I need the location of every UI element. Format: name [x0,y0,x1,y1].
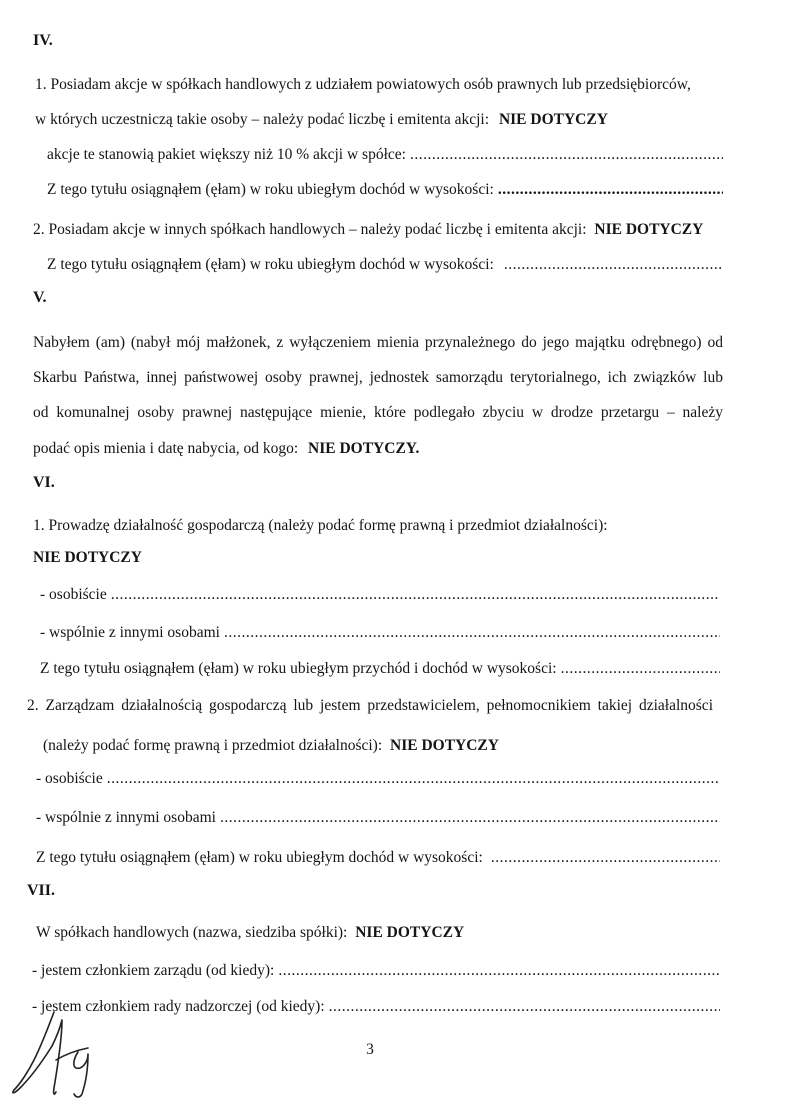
fill-dots [220,809,720,827]
v-line2: Skarbu Państwa, innej państwowej osoby prawnej, jednostek samorządu terytorialnego, ich związków lub [33,369,723,386]
iv-item2-line [33,221,703,239]
vi-item1-personal-label: - osobiście [40,586,107,603]
vii-supervisory-field [32,998,720,1016]
iv-item1-income-label: Z tego tytułu osiągnąłem (ęłam) w roku ubiegłym dochód w wysokości: [47,181,494,198]
iv-item1-stake-field [47,146,723,164]
section-heading-iv: IV. [33,32,53,49]
v-line3: od komunalnej osoby prawnej następujące mienie, które podlegało zbyciu w drodze przetargu – należy [33,404,723,421]
fill-dots [278,962,720,980]
fill-dots [107,770,720,788]
fill-dots [329,998,720,1016]
vi-item2-personal-label: - osobiście [36,770,103,787]
vii-supervisory-label: - jestem członkiem rady nadzorczej (od kiedy): [32,998,325,1015]
vi-item2-personal-field [36,770,720,788]
iv-item1-question: w których uczestniczą takie osoby – należy podać liczbę i emitenta akcji: [35,111,490,128]
vi-item2-line1: 2. Zarządzam działalnością gospodarczą lub jestem przedstawicielem, pełnomocnikiem takiej działalności [27,697,713,714]
page-number: 3 [366,1041,374,1058]
v-line4 [33,440,419,458]
iv-item2-income-label: Z tego tytułu osiągnąłem (ęłam) w roku ubiegłym dochód w wysokości: [47,256,494,273]
fill-dots [410,146,723,164]
vi-item2-answer: NIE DOTYCZY [390,737,499,754]
vi-item2-income-label: Z tego tytułu osiągnąłem (ęłam) w roku ubiegłym dochód w wysokości: [36,849,483,866]
vi-item1-income-label: Z tego tytułu osiągnąłem (ęłam) w roku ubiegłym przychód i dochód w wysokości: [40,660,557,677]
iv-item2-question: 2. Posiadam akcje w innych spółkach handlowych – należy podać liczbę i emitenta akcji: [33,221,587,238]
fill-dots [504,256,723,274]
section-heading-v: V. [33,289,47,306]
fill-dots [111,586,720,604]
vii-answer: NIE DOTYCZY [355,924,465,941]
vi-item1-joint-label: - wspólnie z innymi osobami [40,624,220,641]
vii-line1 [36,924,464,942]
iv-item1-income-field [47,181,723,199]
section-heading-vi: VI. [33,474,55,491]
vi-item1-line: 1. Prowadzę działalność gospodarczą (należy podać formę prawną i przedmiot działalności): [33,517,608,534]
iv-item1-answer: NIE DOTYCZY [498,111,608,128]
vi-item2-income-field [36,849,720,867]
fill-dots [224,624,720,642]
vii-board-field [32,962,720,980]
fill-dots [498,181,723,199]
section-heading-vii: VII. [27,882,56,899]
v-question: podać opis mienia i datę nabycia, od kogo: [33,440,299,457]
vi-item2-joint-field [36,809,720,827]
iv-item2-answer: NIE DOTYCZY [594,221,704,238]
vi-item1-answer: NIE DOTYCZY [33,549,142,566]
vi-item2-line2 [43,737,499,755]
fill-dots [491,849,720,867]
iv-item1-stake-label: akcje te stanowią pakiet większy niż 10 % akcji w spółce: [47,146,406,163]
v-answer: NIE DOTYCZY. [308,440,420,457]
v-line1: Nabyłem (am) (nabył mój małżonek, z wyłączeniem mienia przynależnego do jego majątku odrębnego) od [33,334,723,351]
iv-item2-income-field [47,256,723,274]
vi-item1-income-field [40,660,720,678]
iv-item1-line2 [35,111,608,129]
vii-board-label: - jestem członkiem zarządu (od kiedy): [32,962,275,979]
vii-question: W spółkach handlowych (nazwa, siedziba spółki): [36,924,348,941]
fill-dots [561,660,720,678]
vi-item1-personal-field [40,586,720,604]
vi-item2-question: (należy podać formę prawną i przedmiot działalności): [43,737,383,754]
iv-item1-line1: 1. Posiadam akcje w spółkach handlowych z udziałem powiatowych osób prawnych lub przedsiębiorców, [35,76,691,93]
vi-item1-joint-field [40,624,720,642]
vi-item2-joint-label: - wspólnie z innymi osobami [36,809,216,826]
